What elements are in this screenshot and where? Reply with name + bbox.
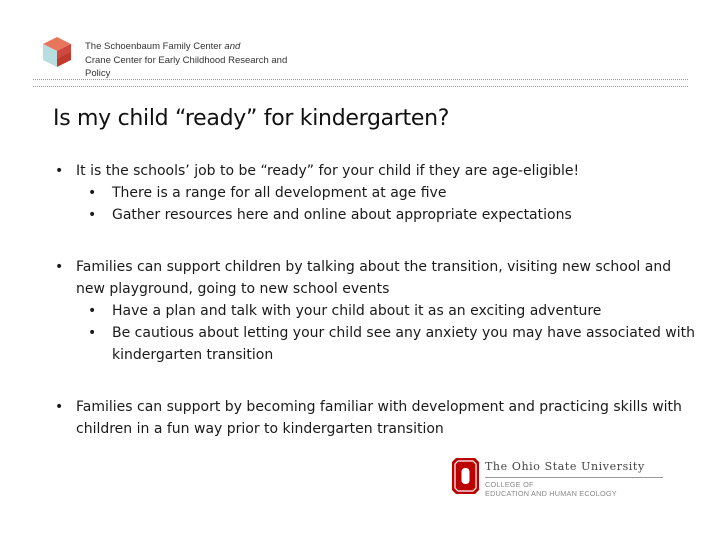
bullet-dot: • — [55, 399, 64, 415]
bullet-item — [55, 160, 695, 182]
org-line3: Policy — [85, 68, 111, 79]
sub-bullet-item — [55, 182, 695, 204]
sub-bullet-text: There is a range for all development at age five — [112, 185, 447, 201]
sub-bullet-text: Gather resources here and online about appropriate expectations — [112, 207, 572, 223]
sub-bullet-item — [55, 300, 695, 322]
sub-bullet-item — [55, 322, 695, 366]
slide-title: Is my child “ready” for kindergarten? — [53, 106, 450, 131]
bullet-dot: • — [88, 303, 97, 319]
header-divider-bottom — [33, 86, 688, 87]
block-o-icon — [452, 458, 479, 494]
university-name: The Ohio State University — [485, 460, 645, 473]
bullet-dot: • — [55, 163, 64, 179]
org-line1: The Schoenbaum Family Center — [85, 41, 222, 52]
bullet-text: Families can support children by talking about the transition, visiting new school and new playground, going to new school events — [76, 259, 672, 297]
sub-bullet-item — [55, 204, 695, 226]
bullet-item — [55, 396, 695, 440]
bullet-dot: • — [88, 207, 97, 223]
college-name — [485, 480, 617, 498]
bullet-text: It is the schools’ job to be “ready” for your child if they are age-eligible! — [76, 163, 580, 179]
osu-logo — [452, 458, 667, 498]
sub-bullet-text: Be cautious about letting your child see any anxiety you may have associated with kindergarten transition — [112, 325, 696, 363]
bullet-item — [55, 256, 695, 300]
org-header — [85, 40, 325, 81]
sub-bullet-text: Have a plan and talk with your child about it as an exciting adventure — [112, 303, 602, 319]
header-divider-top — [33, 79, 688, 80]
bullet-dot: • — [88, 185, 97, 201]
logo-divider — [485, 477, 663, 478]
college-line1: COLLEGE OF — [485, 480, 534, 489]
college-line2: EDUCATION AND HUMAN ECOLOGY — [485, 489, 617, 498]
bullet-dot: • — [88, 325, 97, 341]
cube-logo-icon — [42, 36, 72, 68]
bullet-list — [55, 160, 695, 440]
bullet-text: Families can support by becoming familiar with development and practicing skills with children in a fun way prior to kindergarten transition — [76, 399, 682, 437]
bullet-dot: • — [55, 259, 64, 275]
org-and: and — [224, 41, 241, 52]
org-line2: Crane Center for Early Childhood Research and — [85, 54, 288, 66]
